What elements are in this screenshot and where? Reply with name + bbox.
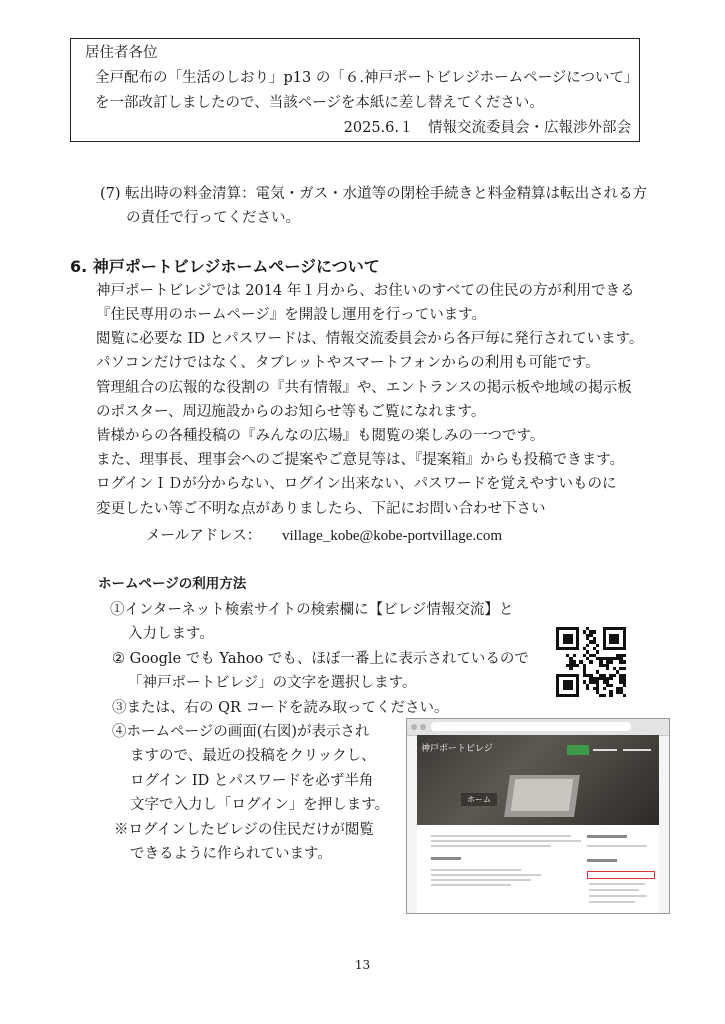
- usage-step-2-cont: 「神戸ポートビレジ」の文字を選択します。: [128, 675, 417, 691]
- usage-note: ※ログインしたビレジの住民だけが閲覧: [114, 822, 374, 838]
- section-6-line: のポスター、周辺施設からのお知らせ等もご覧になれます。: [96, 404, 486, 420]
- email-address-link[interactable]: village_kobe@kobe-portvillage.com: [282, 528, 502, 544]
- page-number: 13: [354, 958, 371, 972]
- homepage-home-label: ホーム: [461, 793, 497, 806]
- usage-step-1: ①インターネット検索サイトの検索欄に【ビレジ情報交流】と: [110, 602, 514, 618]
- usage-step-1-cont: 入力します。: [128, 626, 214, 642]
- notice-signature: 2025.6.１ 情報交流委員会・広報渉外部会: [343, 120, 631, 136]
- section-6-line: 『住民専用のホームページ』を開設し運用を行っています。: [96, 307, 487, 323]
- usage-step-2: ② Google でも Yahoo でも、ほぼ一番上に表示されているので: [112, 651, 529, 667]
- section-6-heading: 6. 神戸ポートビレジホームページについて: [70, 257, 380, 276]
- usage-step-3: ③または、右の QR コードを読み取ってください。: [112, 700, 449, 716]
- homepage-content: [417, 825, 659, 913]
- usage-step-4-cont: ますので、最近の投稿をクリックし、: [130, 748, 376, 764]
- section-6-line: また、理事長、理事会へのご提案やご意見等は、『提案箱』からも投稿できます。: [96, 452, 625, 468]
- notice-addressee: 居住者各位: [85, 45, 158, 61]
- homepage-screenshot: [406, 718, 670, 914]
- section-6-line: パソコンだけではなく、タブレットやスマートフォンからの利用も可能です。: [96, 355, 600, 371]
- usage-note-cont: できるように作られています。: [130, 846, 332, 862]
- notice-line-1: 全戸配布の「生活のしおり」p13 の「６.神戸ポートビレジホームページについて」: [95, 70, 639, 86]
- section-6-line: 閲覧に必要な ID とパスワードは、情報交流委員会から各戸毎に発行されています。: [96, 331, 644, 347]
- usage-step-4-cont: ログイン ID とパスワードを必ず半角: [130, 773, 374, 789]
- usage-step-4: ④ホームページの画面(右図)が表示され: [112, 724, 370, 740]
- section-6-line: 皆様からの各種投稿の『みんなの広場』も閲覧の楽しみの一つです。: [96, 428, 545, 444]
- usage-heading: ホームページの利用方法: [98, 576, 247, 592]
- item-7-line-2: の責任で行ってください。: [126, 210, 300, 226]
- qr-code-icon[interactable]: [556, 627, 626, 697]
- recent-post-highlight: [587, 871, 655, 879]
- section-6-line: 管理組合の広報的な役割の『共有情報』や、エントランスの掲示板や地域の掲示板: [96, 380, 632, 396]
- section-6-line: ログインＩＤが分からない、ログイン出来ない、パスワードを覚えやすいものに: [96, 476, 617, 492]
- revision-notice-box: [70, 38, 640, 142]
- homepage-site-title: 神戸ポートビレジ: [421, 744, 493, 754]
- browser-chrome: [407, 719, 669, 736]
- usage-step-4-cont: 文字で入力し「ログイン」を押します。: [130, 797, 390, 813]
- email-label: メールアドレス：: [146, 528, 262, 544]
- item-7-line-1: (7) 転出時の料金清算：電気・ガス・水道等の閉栓手続きと料金精算は転出される方: [100, 186, 648, 202]
- section-6-line: 神戸ポートビレジでは 2014 年１月から、お住いのすべての住民の方が利用できる: [96, 283, 635, 299]
- notice-line-2: を一部改訂しましたので、当該ページを本紙に差し替えてください。: [95, 95, 544, 111]
- section-6-line: 変更したい等ご不明な点がありましたら、下記にお問い合わせ下さい: [96, 501, 546, 517]
